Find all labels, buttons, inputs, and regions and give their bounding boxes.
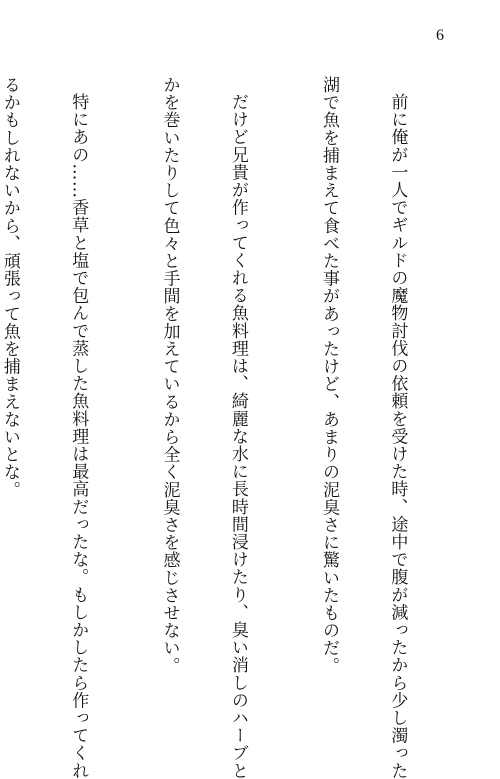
text-line: 特にあの……香草と塩で包んで蒸した魚料理は最高だったな。もしかしたら作ってくれ	[68, 93, 89, 779]
text-line: るかもしれないから、頑張って魚を捕まえないとな。	[0, 76, 20, 499]
text-line: かを巻いたりして色々と手間を加えているから全く泥臭さを感じさせない。	[159, 76, 180, 675]
text-line: 湖で魚を捕まえて食べた事があったけど、あまりの泥臭さに驚いたものだ。	[319, 76, 340, 675]
text-line: 前に俺が一人でギルドの魔物討伐の依頼を受けた時、途中で腹が減ったから少し濁った	[387, 93, 408, 779]
text-line: だけど兄貴が作ってくれる魚料理は、綺麗な水に長時間浸けたり、臭い消しのハーブと	[227, 93, 248, 779]
page-number: 6	[436, 27, 444, 44]
vertical-text-column	[0, 76, 454, 779]
